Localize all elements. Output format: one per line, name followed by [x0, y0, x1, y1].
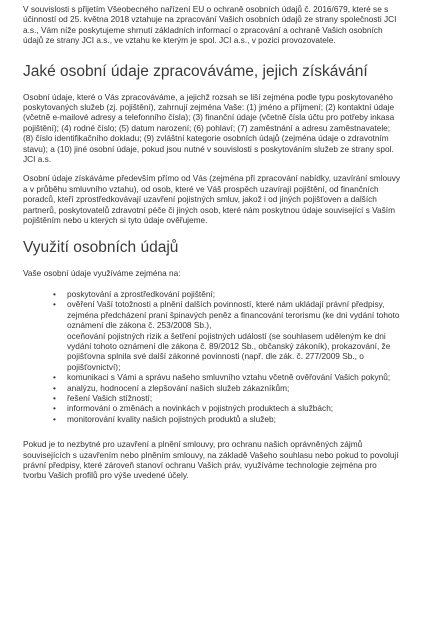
bullet-marker: •: [53, 372, 56, 383]
list-item-text: komunikaci s Vámi a správu našeho smluvního vztahu včetně ověřování Vašich pokynů;: [67, 372, 391, 383]
list-item-text: ověření Vaší totožnosti a plnění dalších povinností, které nám ukládají právní předpisy, zejména předcházení praní špinavých peněz a financování terorismu (ke dni vydání tohoto oznámení dle zákona č. 253/2008 Sb.), oceňování pojistných rizik a šetření pojistných událostí (se souhlasem uděleným ke dni vydání tohoto oznámení dle zákona č. 89/2012 Sb., občanský zákoník), prokazování, že pojišťovna splnila své další zákonné povinnosti (např. dle zák. č. 277/2009 Sb., o pojišťovnictví);: [67, 299, 400, 372]
list-item: [53, 289, 402, 299]
list-item-text: poskytování a zprostředkování pojištění;: [67, 288, 216, 299]
list-item-text: analýzu, hodnocení a zlepšování našich služeb zákazníkům;: [67, 382, 290, 393]
data-use-list: [23, 289, 402, 424]
list-item-text: řešení Vašich stížností;: [67, 392, 153, 403]
list-item: [53, 299, 402, 372]
list-item-text: monitorování kvality našich pojistných produktů a služeb;: [67, 413, 276, 424]
bullet-marker: •: [53, 413, 56, 424]
bullet-marker: •: [53, 403, 56, 414]
list-item: [53, 403, 402, 413]
list-item: [53, 383, 402, 393]
bullet-marker: •: [53, 288, 56, 299]
section-heading-data-use: Využití osobních údajů: [23, 238, 179, 256]
intro-paragraph: V souvislosti s přijetím Všeobecného nařízení EU o ochraně osobních údajů č. 2016/679, které se s účinností od 25. května 2018 vztahuje na zpracování Vašich osobních údajů ze strany společnosti JCI a.s., Vám níže poskytujeme shrnutí základních informací o zpracování a ochraně Vašich osobních údajů ze strany JCI a.s., ve vztahu ke kterým je spol. JCI a.s., v pozici provozovatele.: [23, 4, 397, 46]
list-item: [53, 414, 402, 424]
section-heading-data-collection: Jaké osobní údaje zpracováváme, jejich získávání: [23, 62, 368, 80]
bullet-marker: •: [53, 299, 56, 310]
personal-data-types-paragraph: Osobní údaje, které o Vás zpracováváme, a jejichž rozsah se liší zejména podle typu poskytovaného poskytovaných služeb (zj. pojištění), zahrnují zejména Vaše: (1) jméno a příjmení; (2) kontaktní údaje (včetně e-mailové adresy a telefonního čísla); (3) finanční údaje (včetně čísla účtu pro potřeby inkasa pojištění); (4) rodné číslo; (5) datum narození; (6) pohlaví; (7) zaměstnání a adresu zaměstnavatele; (8) číslo identifikačního dokladu; (9) zvláštní kategorie osobních údajů (zejména údaje o zdravotním stavu); a (10) jiné osobní údaje, pokud jsou nutné v souvislosti s poskytováním služeb ze strany spol. JCI a.s.: [23, 91, 395, 165]
data-sources-paragraph: Osobní údaje získáváme především přímo od Vás (zejména při zpracování nabídky, uzavírání smlouvy a v průběhu smluvního vztahu), od osob, které ve Váš prospěch uzavírají pojištění, od finančních poradců, kteří zprostředkovávají uzavření pojistných smluv, jakož i od jiných pojišťoven a dalších partnerů, poskytovatelů zdravotní péče či jiných osob, které nám poskytnou údaje související s Vaším pojištěním nebo u kterých si tyto údaje ověřujeme.: [23, 173, 401, 226]
list-item: [53, 393, 402, 403]
profiling-paragraph: Pokud je to nezbytné pro uzavření a plnění smlouvy, pro ochranu našich oprávněných zájmů souvisejících s uzavřením nebo plněním smlouvy, na základě Vašeho souhlasu nebo pokud to povolují právní předpisy, které zároveň stanoví ochranu Vašich práv, využíváme technologie zejména pro tvorbu Vašich profilů pro výše uvedené účely.: [23, 439, 399, 481]
bullet-marker: •: [53, 392, 56, 403]
list-item-text: informování o změnách a novinkách v pojistných produktech a službách;: [67, 403, 334, 414]
bullet-marker: •: [53, 382, 56, 393]
data-use-lead-paragraph: Vaše osobní údaje využíváme zejména na:: [23, 267, 181, 278]
list-item: [53, 372, 402, 382]
